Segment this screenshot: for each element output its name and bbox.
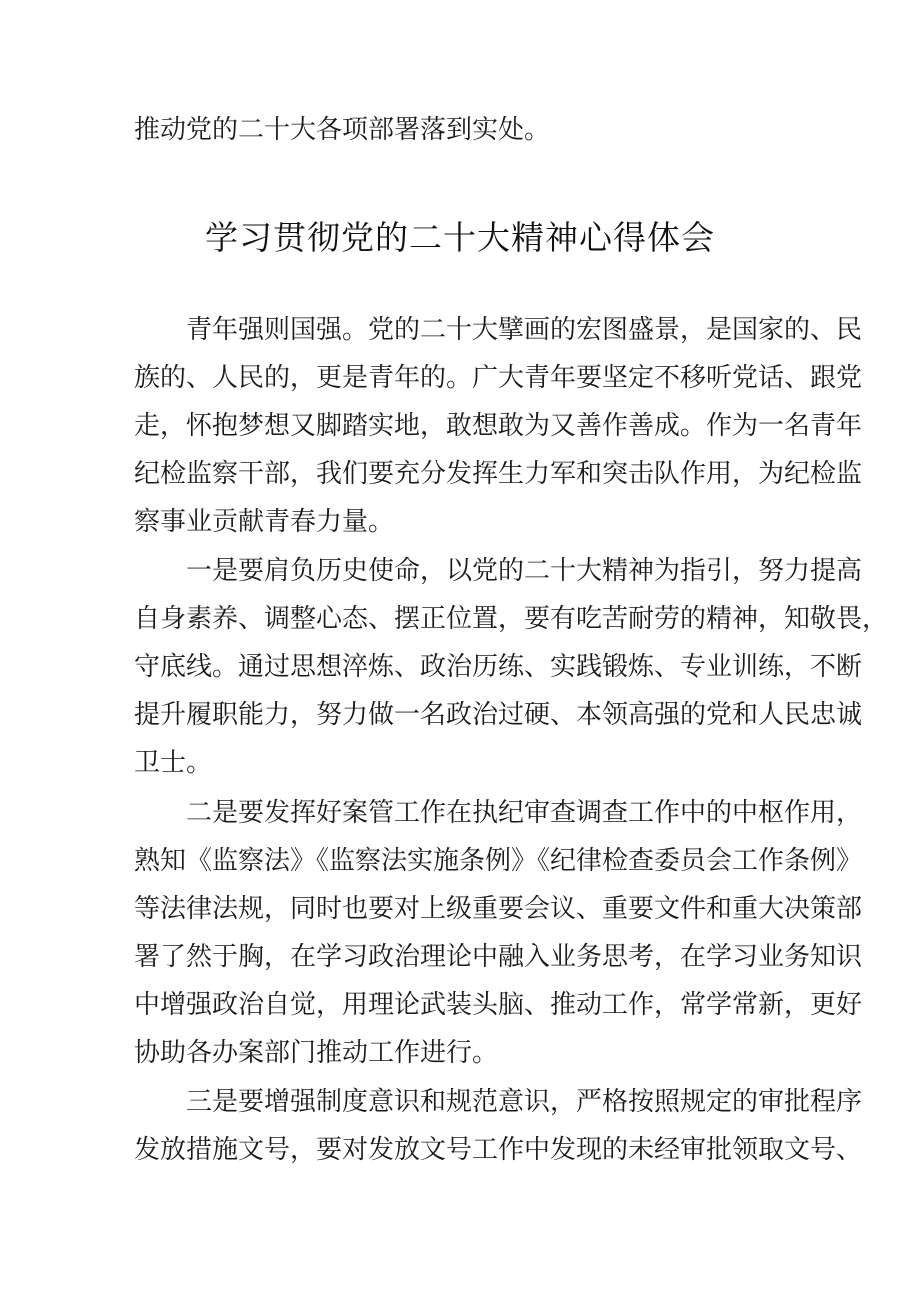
paragraph-line: 自身素养、调整心态、摆正位置，要有吃苦耐劳的精神，知敬畏， <box>134 604 889 634</box>
paragraph-line: 协助各办案部门推动工作进行。 <box>134 1038 499 1068</box>
document-title: 学习贯彻党的二十大精神心得体会 <box>205 218 715 257</box>
paragraph-line: 青年强则国强。党的二十大擘画的宏图盛景，是国家的、民 <box>186 315 863 345</box>
paragraph-line: 纪检监察干部，我们要充分发挥生力军和突击队作用，为纪检监 <box>134 459 863 489</box>
paragraph-line: 中增强政治自觉，用理论武装头脑、推动工作，常学常新，更好 <box>134 990 863 1020</box>
paragraph-line: 等法律法规，同时也要对上级重要会议、重要文件和重大决策部 <box>134 894 863 924</box>
paragraph-line: 察事业贡献青春力量。 <box>134 507 395 537</box>
paragraph-line: 卫士。 <box>134 748 213 778</box>
paragraph-line: 走，怀抱梦想又脚踏实地，敢想敢为又善作善成。作为一名青年 <box>134 411 863 441</box>
paragraph-line: 二是要发挥好案管工作在执纪审查调查工作中的中枢作用， <box>186 798 863 828</box>
lead-line: 推动党的二十大各项部署落到实处。 <box>134 115 551 145</box>
paragraph-line: 三是要增强制度意识和规范意识，严格按照规定的审批程序 <box>186 1087 863 1117</box>
paragraph-line: 一是要肩负历史使命，以党的二十大精神为指引，努力提高 <box>186 556 863 586</box>
paragraph-line: 提升履职能力，努力做一名政治过硬、本领高强的党和人民忠诚 <box>134 700 863 730</box>
paragraph-line: 族的、人民的，更是青年的。广大青年要坚定不移听党话、跟党 <box>134 363 863 393</box>
paragraph-line: 熟知《监察法》《监察法实施条例》《纪律检查委员会工作条例》 <box>134 846 863 876</box>
paragraph-line: 署了然于胸，在学习政治理论中融入业务思考，在学习业务知识 <box>134 942 863 972</box>
paragraph-line: 守底线。通过思想淬炼、政治历练、实践锻炼、专业训练，不断 <box>134 652 863 682</box>
paragraph-line: 发放措施文号，要对发放文号工作中发现的未经审批领取文号、 <box>134 1135 863 1165</box>
